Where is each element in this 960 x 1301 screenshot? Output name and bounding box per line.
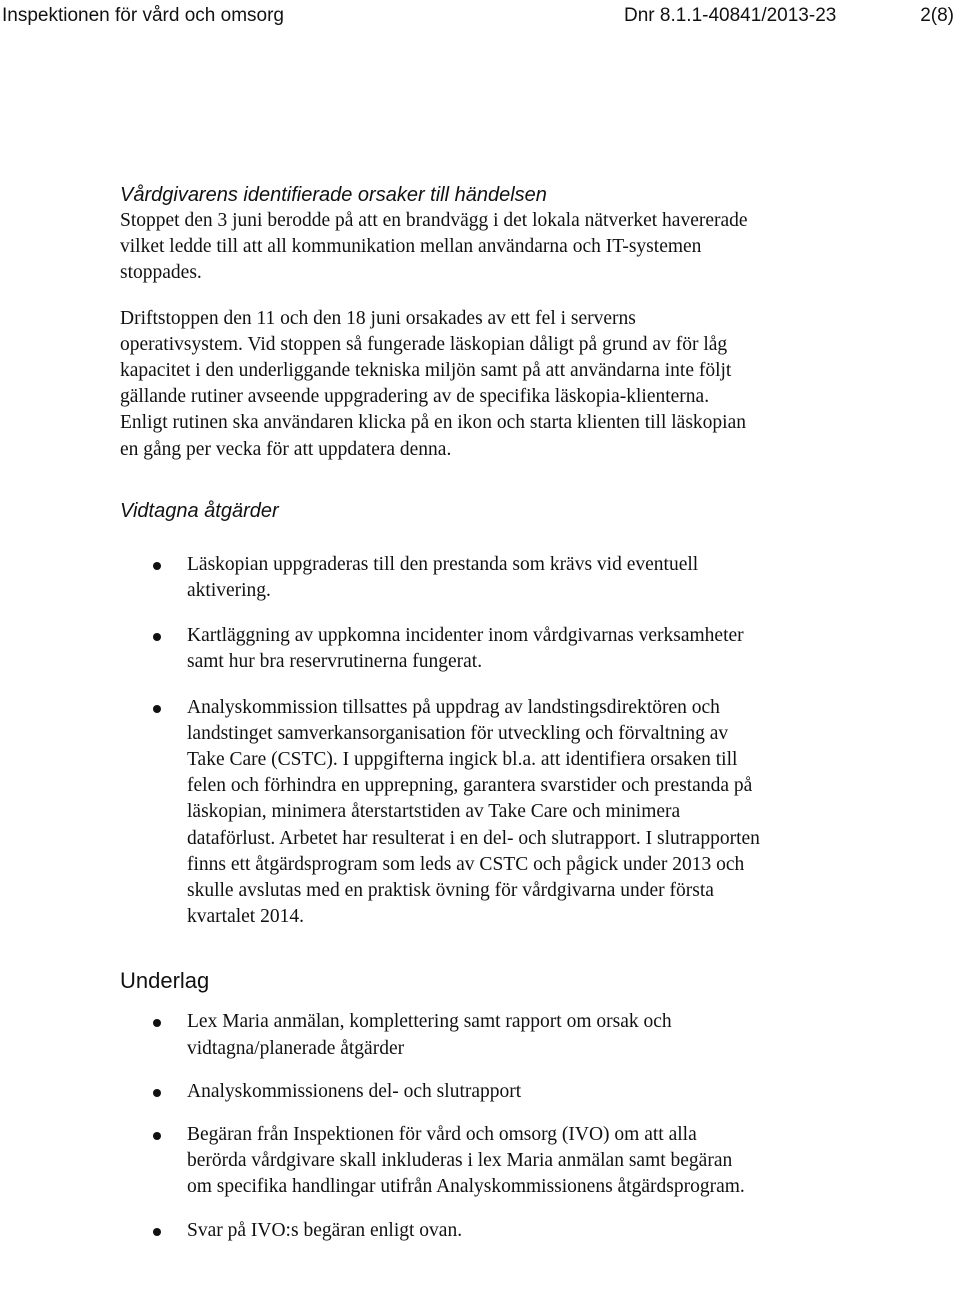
page-header [0,2,960,30]
list-item-text: Lex Maria anmälan, komplettering samt rapport om orsak och vidtagna/planerade åtgärder [187,1011,672,1059]
list-item-text: Begäran från Inspektionen för vård och omsorg (IVO) om att alla berörda vårdgivare skall inkluderas i lex Maria anmälan samt begäran om specifika handlingar utifrån Analyskommissionens åtgärdsprogram. [187,1124,745,1198]
bullet-icon [153,562,161,570]
list-item-text: Analyskommissionens del- och slutrapport [187,1080,522,1102]
organization-name: Inspektionen för vård och omsorg [2,5,284,26]
bullet-icon [153,1089,161,1097]
list-item [120,1122,760,1201]
section-heading-basis: Underlag [120,968,210,994]
actions-list [120,552,760,931]
list-item [120,1009,760,1061]
bullet-icon [153,1228,161,1236]
basis-list [120,1009,760,1243]
bullet-icon [153,705,161,713]
section-causes [120,182,760,463]
list-item [120,623,760,675]
bullet-icon [153,1019,161,1027]
document-number: Dnr 8.1.1-40841/2013-23 [624,5,837,26]
list-item-text: Läskopian uppgraderas till den prestanda som krävs vid eventuell aktivering. [187,553,699,602]
list-item-text: Svar på IVO:s begäran enligt ovan. [187,1219,463,1241]
section-heading-actions: Vidtagna åtgärder [120,499,279,522]
list-item-text: Kartläggning av uppkomna incidenter inom vårdgivarnas verksamheter samt hur bra reservrutinerna fungerat. [187,625,744,673]
section-heading-causes: Vårdgivarens identifierade orsaker till händelsen [120,184,547,206]
paragraph-firewall: Stoppet den 3 juni berodde på att en brandvägg i det lokala nätverket havererade vilket ledde till att all kommunikation mellan användarna och IT-systemen stoppades. [120,210,748,284]
list-item [120,695,760,931]
list-item [120,1079,760,1105]
list-item-text: Analyskommission tillsattes på uppdrag av landstingsdirektören och landstinget samverkansorganisation för utveckling och förvaltning av Take Care (CSTC). I uppgifterna ingick bl.a. att identifiera orsaken till felen och förhindra en upprepning, garantera svarstider och prestanda på läskopian, minimera återstartstiden av Take Care och minimera dataförlust. Arbetet har resulterat i en del- och slutrapport. I slutrapporten finns ett åtgärdsprogram som leds av CSTC och pågick under 2013 och skulle avslutas med en praktisk övning för vårdgivarna under första kvartalet 2014. [187,696,760,928]
section-actions [120,498,760,931]
bullet-icon [153,1132,161,1140]
list-item [120,552,760,604]
list-item [120,1218,760,1244]
section-basis [120,967,760,1243]
paragraph-server-error: Driftstoppen den 11 och den 18 juni orsakades av ett fel i serverns operativsystem. Vid stoppen så fungerade läskopian dåligt på grund av för låg kapacitet i den underliggande tekniska miljön samt på att användarna inte följt gällande rutiner avseende uppgradering av de specifika läskopia-klienterna. Enligt rutinen ska användaren klicka på en ikon och starta klienten till läskopian en gång per vecka för att uppdatera denna. [120,307,746,460]
document-body [120,182,760,1244]
page-number: 2(8) [920,5,954,26]
bullet-icon [153,633,161,641]
